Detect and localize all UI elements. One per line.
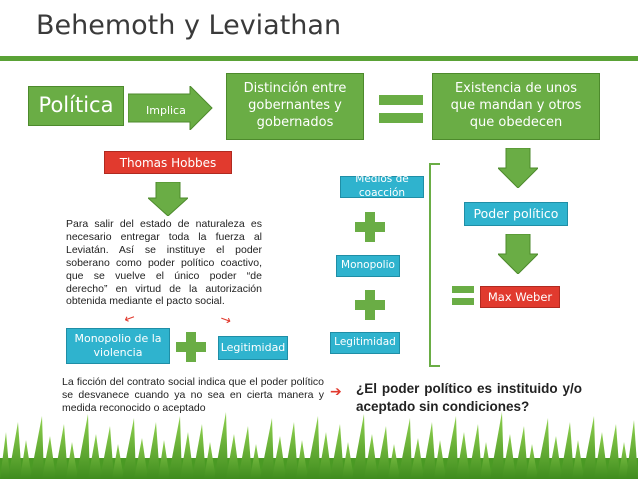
existencia-box: Existencia de unos que mandan y otros que obedecen [432,73,600,140]
politica-box: Política [28,86,124,126]
hobbes-paragraph: Para salir del estado de naturaleza es necesario entregar toda la fuerza al Leviatán. Así se instituye el poder soberano como poder político coactivo, que se vuelve el único poder “de derecho” en virtud de la autorización obtenida mediante el pacto social. [66,218,262,308]
equals-weber-top [452,286,474,293]
plus-icon-mid-1 [355,212,385,242]
red-arrow-left-icon: ↙ [121,309,138,328]
monopolio-violencia-box: Monopolio de la violencia [66,328,170,364]
medios-coaccion-box: Medios de coacción [340,176,424,198]
equals-top [379,95,423,105]
implica-label: Implica [146,104,186,117]
legitimidad-left-box: Legitimidad [218,336,288,360]
ficcion-paragraph: La ficción del contrato social indica que el poder político se desvanece cuando ya no sea en cierta manera y medida reconocido o aceptado [62,376,324,414]
thomas-hobbes-box: Thomas Hobbes [104,151,232,174]
equals-bottom [379,113,423,123]
down-arrow-existencia [498,148,538,188]
bracket [424,162,444,368]
down-arrow-poder [498,234,538,274]
monopolio-box: Monopolio [336,255,400,277]
poder-politico-box: Poder político [464,202,568,226]
page-title: Behemoth y Leviathan [36,10,342,41]
plus-icon-left [176,332,206,362]
down-arrow-hobbes [148,182,188,216]
equals-weber-bottom [452,298,474,305]
red-arrow-right-icon: ➔ [330,384,342,400]
max-weber-box: Max Weber [480,286,560,308]
red-arrow-right-icon: ↘ [217,311,234,330]
grass-decoration [0,410,638,479]
question-text: ¿El poder político es instituido y/o aceptado sin condiciones? [356,381,582,415]
distincion-box: Distinción entre gobernantes y gobernados [226,73,364,140]
title-underline [0,56,638,61]
legitimidad-mid-box: Legitimidad [330,332,400,354]
plus-icon-mid-2 [355,290,385,320]
